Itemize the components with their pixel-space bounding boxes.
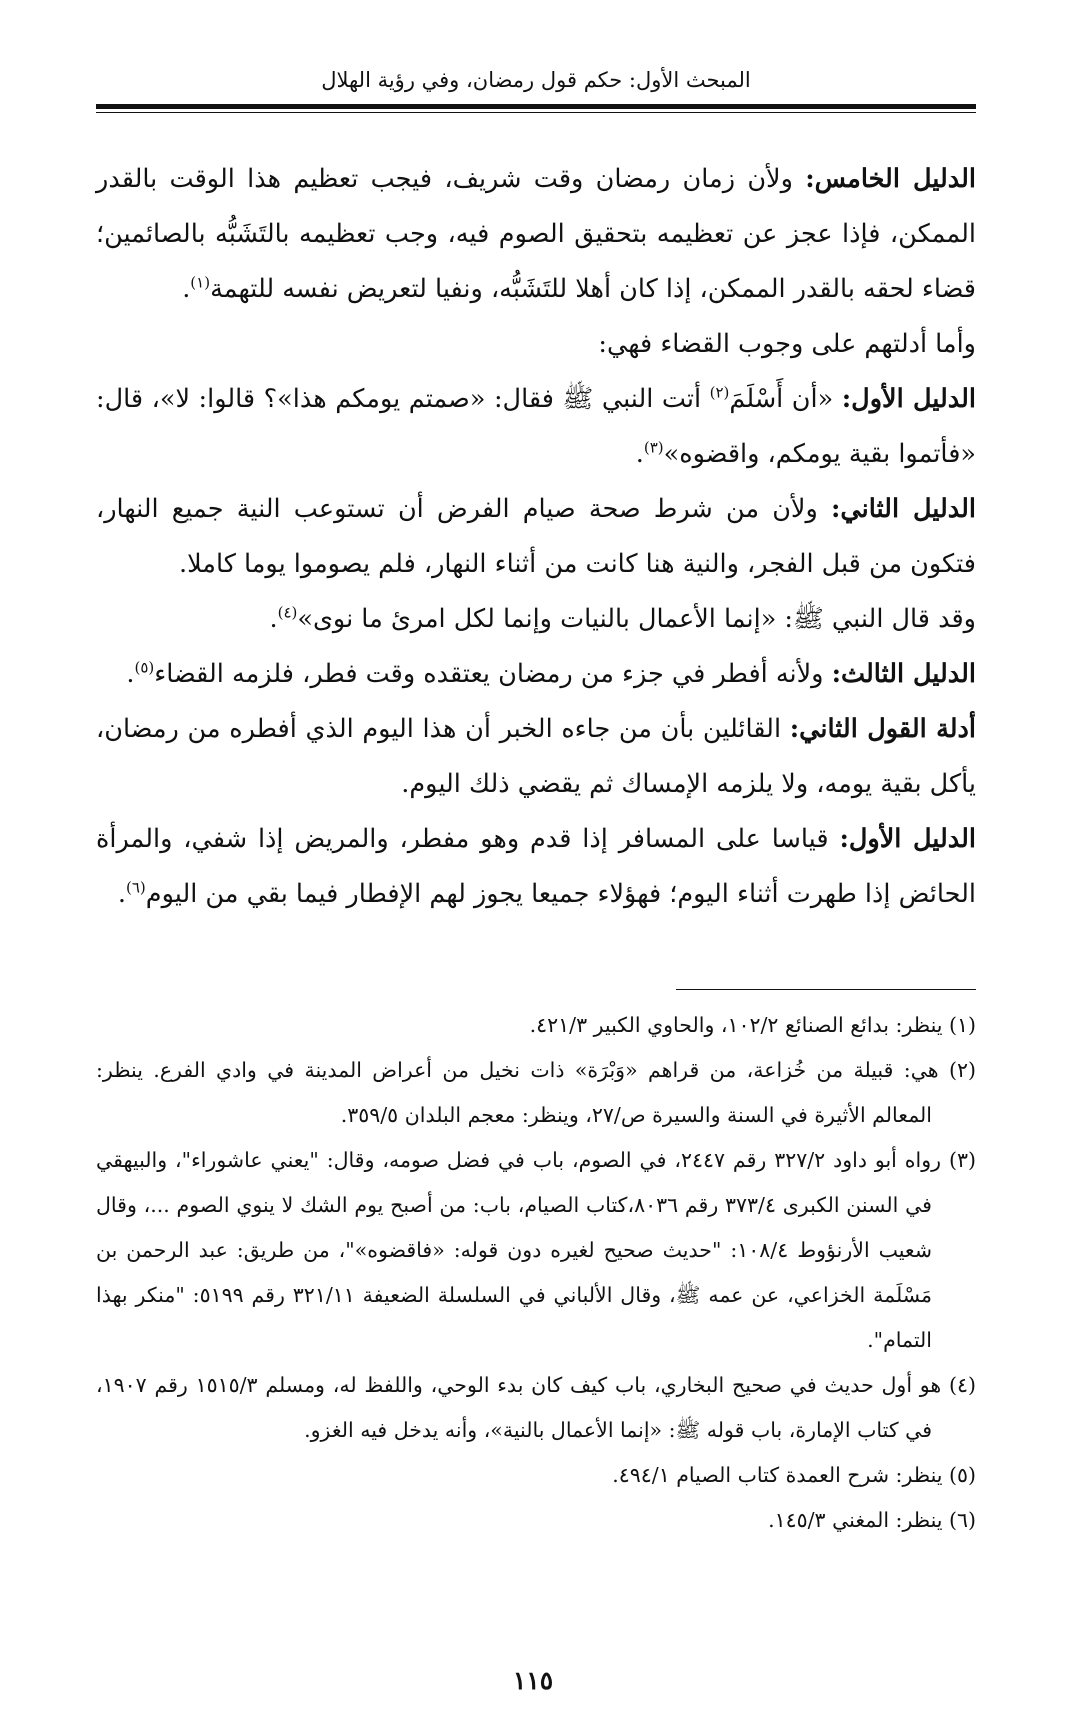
paragraph-text: وأما أدلتهم على وجوب القضاء فهي: bbox=[598, 329, 976, 359]
footnote-separator bbox=[676, 989, 976, 990]
paragraph-end: . bbox=[182, 274, 191, 304]
footnote-2: (٢) هي: قبيلة من خُزاعة، من قراهم «وَبْرَة» ذات نخيل من أعراض المدينة في وادي الفرع. ينظر: المعالم الأثيرة في السنة والسيرة ص/٢٧، وينظر: معجم البلدان ٣٥٩/٥. bbox=[96, 1058, 976, 1127]
paragraph-end: . bbox=[269, 604, 278, 634]
paragraph-text: ولأن زمان رمضان وقت شريف، فيجب تعظيم هذا الوقت بالقدر الممكن، فإذا عجز عن تعظيمه بتحقيق الصوم فيه، وجب تعظيمه بالتَشَبُّه بالصائمين؛ قضاء لحقه بالقدر الممكن، إذا كان أهلا للتَشَبُّه، ونفيا لتعريض نفسه للتهمة bbox=[96, 164, 976, 304]
header-rule-thick bbox=[96, 104, 976, 109]
paragraph-label: أدلة القول الثاني: bbox=[789, 714, 976, 744]
paragraph-evidence-5 bbox=[96, 152, 976, 317]
paragraph-text: وقد قال النبي ﷺ: «إنما الأعمال بالنيات وإنما لكل امرئ ما نوى» bbox=[297, 604, 976, 634]
footnote-6: (٦) ينظر: المغني ١٤٥/٣. bbox=[768, 1508, 976, 1532]
footnote-ref-1[interactable]: (١) bbox=[190, 273, 211, 292]
paragraph-second-evidence-1 bbox=[96, 812, 976, 922]
footnote-ref-5[interactable]: (٥) bbox=[134, 658, 155, 677]
paragraph-text: قياسا على المسافر إذا قدم وهو مفطر، والمريض إذا شفي، والمرأة الحائض إذا طهرت أثناء اليوم؛ فهؤلاء جميعا يجوز لهم الإفطار فيما بقي من اليوم bbox=[96, 824, 976, 909]
paragraph-text: ولأن من شرط صحة صيام الفرض أن تستوعب النية جميع النهار، فتكون من قبل الفجر، والنية هنا كانت من أثناء النهار، فلم يصوموا يوما كاملا. bbox=[96, 494, 976, 579]
paragraph-end: . bbox=[117, 879, 126, 909]
running-header: المبحث الأول: حكم قول رمضان، وفي رؤية الهلال bbox=[321, 68, 751, 92]
footnote-ref-3[interactable]: (٣) bbox=[643, 438, 664, 457]
paragraph-label: الدليل الخامس: bbox=[805, 164, 976, 194]
paragraph-text: القائلين بأن من جاءه الخبر أن هذا اليوم الذي أفطره من رمضان، يأكل بقية يومه، ولا يلزمه الإمساك ثم يقضي ذلك اليوم. bbox=[96, 714, 976, 799]
paragraph-label: الدليل الثاني: bbox=[830, 494, 976, 524]
paragraph-text: ولأنه أفطر في جزء من رمضان يعتقده وقت فطر، فلزمه القضاء bbox=[154, 659, 832, 689]
paragraph-end: . bbox=[126, 659, 135, 689]
paragraph-label: الدليل الأول: bbox=[839, 824, 976, 854]
paragraph-end: . bbox=[635, 439, 644, 469]
main-text bbox=[96, 152, 976, 922]
paragraph-label: الدليل الثالث: bbox=[831, 659, 976, 689]
page-number: ١١٥ bbox=[512, 1666, 554, 1695]
paragraph-second-opinion bbox=[96, 702, 976, 812]
header-rule-thin bbox=[96, 112, 976, 113]
footnote-ref-4[interactable]: (٤) bbox=[277, 603, 298, 622]
footnote-5: (٥) ينظر: شرح العمدة كتاب الصيام ٤٩٤/١. bbox=[612, 1463, 976, 1487]
paragraph-text: «أن أَسْلَمَ bbox=[729, 384, 842, 414]
paragraph-hadith bbox=[96, 592, 976, 647]
footnote-ref-6[interactable]: (٦) bbox=[126, 878, 146, 897]
paragraph-label: الدليل الأول: bbox=[841, 384, 976, 414]
paragraph-evidence-2 bbox=[96, 482, 976, 592]
paragraph-text: أتت النبي ﷺ فقال: «صمتم يومكم هذا»؟ قالوا: لا»، قال: «فأتموا بقية يومكم، واقضوه» bbox=[96, 384, 976, 469]
footnote-4: (٤) هو أول حديث في صحيح البخاري، باب كيف كان بدء الوحي، واللفظ له، ومسلم ١٥١٥/٣ رقم ١٩٠٧، في كتاب الإمارة، باب قوله ﷺ: «إنما الأعمال بالنية»، وأنه يدخل فيه الغزو. bbox=[96, 1373, 976, 1442]
paragraph-evidence-1 bbox=[96, 372, 976, 482]
paragraph-intro-evidence bbox=[96, 317, 976, 372]
footnote-ref-2[interactable]: (٢) bbox=[709, 383, 730, 402]
footnote-1: (١) ينظر: بدائع الصنائع ١٠٢/٢، والحاوي الكبير ٤٢١/٣. bbox=[529, 1013, 976, 1037]
paragraph-evidence-3 bbox=[96, 647, 976, 702]
footnote-3: (٣) رواه أبو داود ٣٢٧/٢ رقم ٢٤٤٧، في الصوم، باب في فضل صومه، وقال: "يعني عاشوراء"، والبيهقي في السنن الكبرى ٣٧٣/٤ رقم ٨٠٣٦،كتاب الصيام، باب: من أصبح يوم الشك لا ينوي الصوم ...، وقال شعيب الأرنؤوط ١٠٨/٤: "حديث صحيح لغيره دون قوله: «فاقضوه»"، من طريق: عبد الرحمن بن مَسْلَمة الخزاعي، عن عمه ﷺ، وقال الألباني في السلسلة الضعيفة ٣٢١/١١ رقم ٥١٩٩: "منكر بهذا التمام". bbox=[96, 1148, 976, 1352]
footnotes bbox=[96, 1003, 976, 1543]
